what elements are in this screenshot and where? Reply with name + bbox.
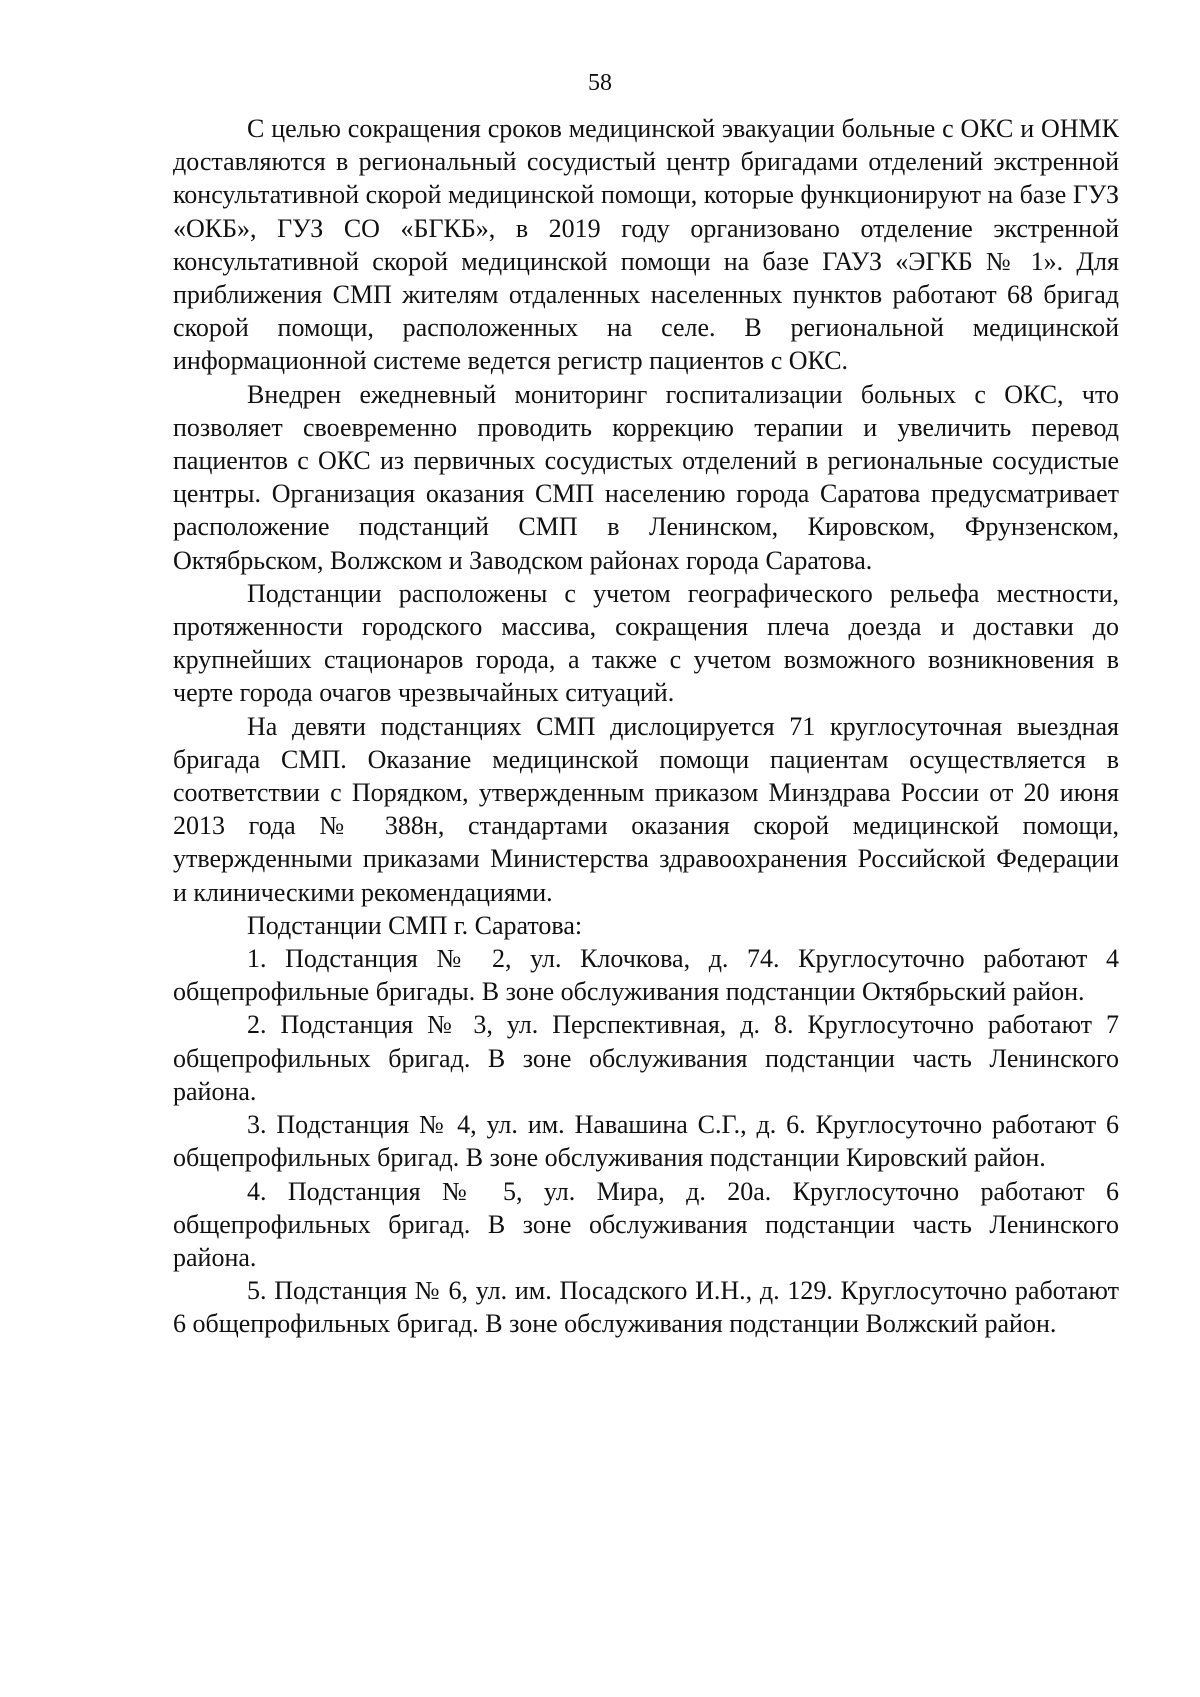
list-item-substation-6: 5. Подстанция № 6, ул. им. Посадского И.Н., д. 129. Круглосуточно работают 6 общепрофильных бригад. В зоне обслуживания подстанции Волжский район.	[173, 1276, 1119, 1339]
paragraph-monitoring: Внедрен ежедневный мониторинг госпитализации больных с ОКС, что позволяет своевременно проводить коррекцию терапии и увеличить перевод пациентов с ОКС из первичных сосудистых отделений в региональные сосудистые центры. Организация оказания СМП населению города Саратова предусматривает расположение подстанций СМП в Ленинском, Кировском, Фрунзенском, Октябрьском, Волжском и Заводском районах города Саратова.	[173, 379, 1119, 575]
paragraph-brigades: На девяти подстанциях СМП дислоцируется 71 круглосуточная выездная бригада СМП. Оказание медицинской помощи пациентам осуществляется в соответствии с Порядком, утвержденным приказом Минздрава России от 20 июня 2013 года № 388н, стандартами оказания скорой медицинской помощи, утвержденными приказами Министерства здравоохранения Российской Федерации и клиническими рекомендациями.	[173, 711, 1119, 907]
paragraph-evacuation: С целью сокращения сроков медицинской эвакуации больные с ОКС и ОНМК доставляются в региональный сосудистый центр бригадами отделений экстренной консультативной скорой медицинской помощи, которые функционируют на базе ГУЗ «ОКБ», ГУЗ СО «БГКБ», в 2019 году организовано отделение экстренной консультативной скорой медицинской помощи на базе ГАУЗ «ЭГКБ № 1». Для приближения СМП жителям отдаленных населенных пунктов работают 68 бригад скорой помощи, расположенных на селе. В региональной медицинской информационной системе ведется регистр пациентов с ОКС.	[173, 114, 1119, 376]
list-item-substation-3: 2. Подстанция № 3, ул. Перспективная, д. 8. Круглосуточно работают 7 общепрофильных бригад. В зоне обслуживания подстанции часть Ленинского района.	[173, 1010, 1119, 1106]
list-item-substation-5: 4. Подстанция № 5, ул. Мира, д. 20а. Круглосуточно работают 6 общепрофильных бригад. В зоне обслуживания подстанции часть Ленинского района.	[173, 1176, 1119, 1272]
paragraph-substations-heading: Подстанции СМП г. Саратова:	[247, 910, 583, 940]
paragraph-substation-location: Подстанции расположены с учетом географического рельефа местности, протяженности городского массива, сокращения плеча доезда и доставки до крупнейших стационаров города, а также с учетом возможного возникновения в черте города очагов чрезвычайных ситуаций.	[173, 578, 1119, 708]
list-item-substation-2: 1. Подстанция № 2, ул. Клочкова, д. 74. Круглосуточно работают 4 общепрофильные бригады. В зоне обслуживания подстанции Октябрьский район.	[173, 944, 1119, 1007]
list-item-substation-4: 3. Подстанция № 4, ул. им. Навашина С.Г., д. 6. Круглосуточно работают 6 общепрофильных бригад. В зоне обслуживания подстанции Кировский район.	[173, 1110, 1119, 1173]
document-body	[173, 112, 1119, 1341]
page-number: 58	[588, 70, 612, 96]
